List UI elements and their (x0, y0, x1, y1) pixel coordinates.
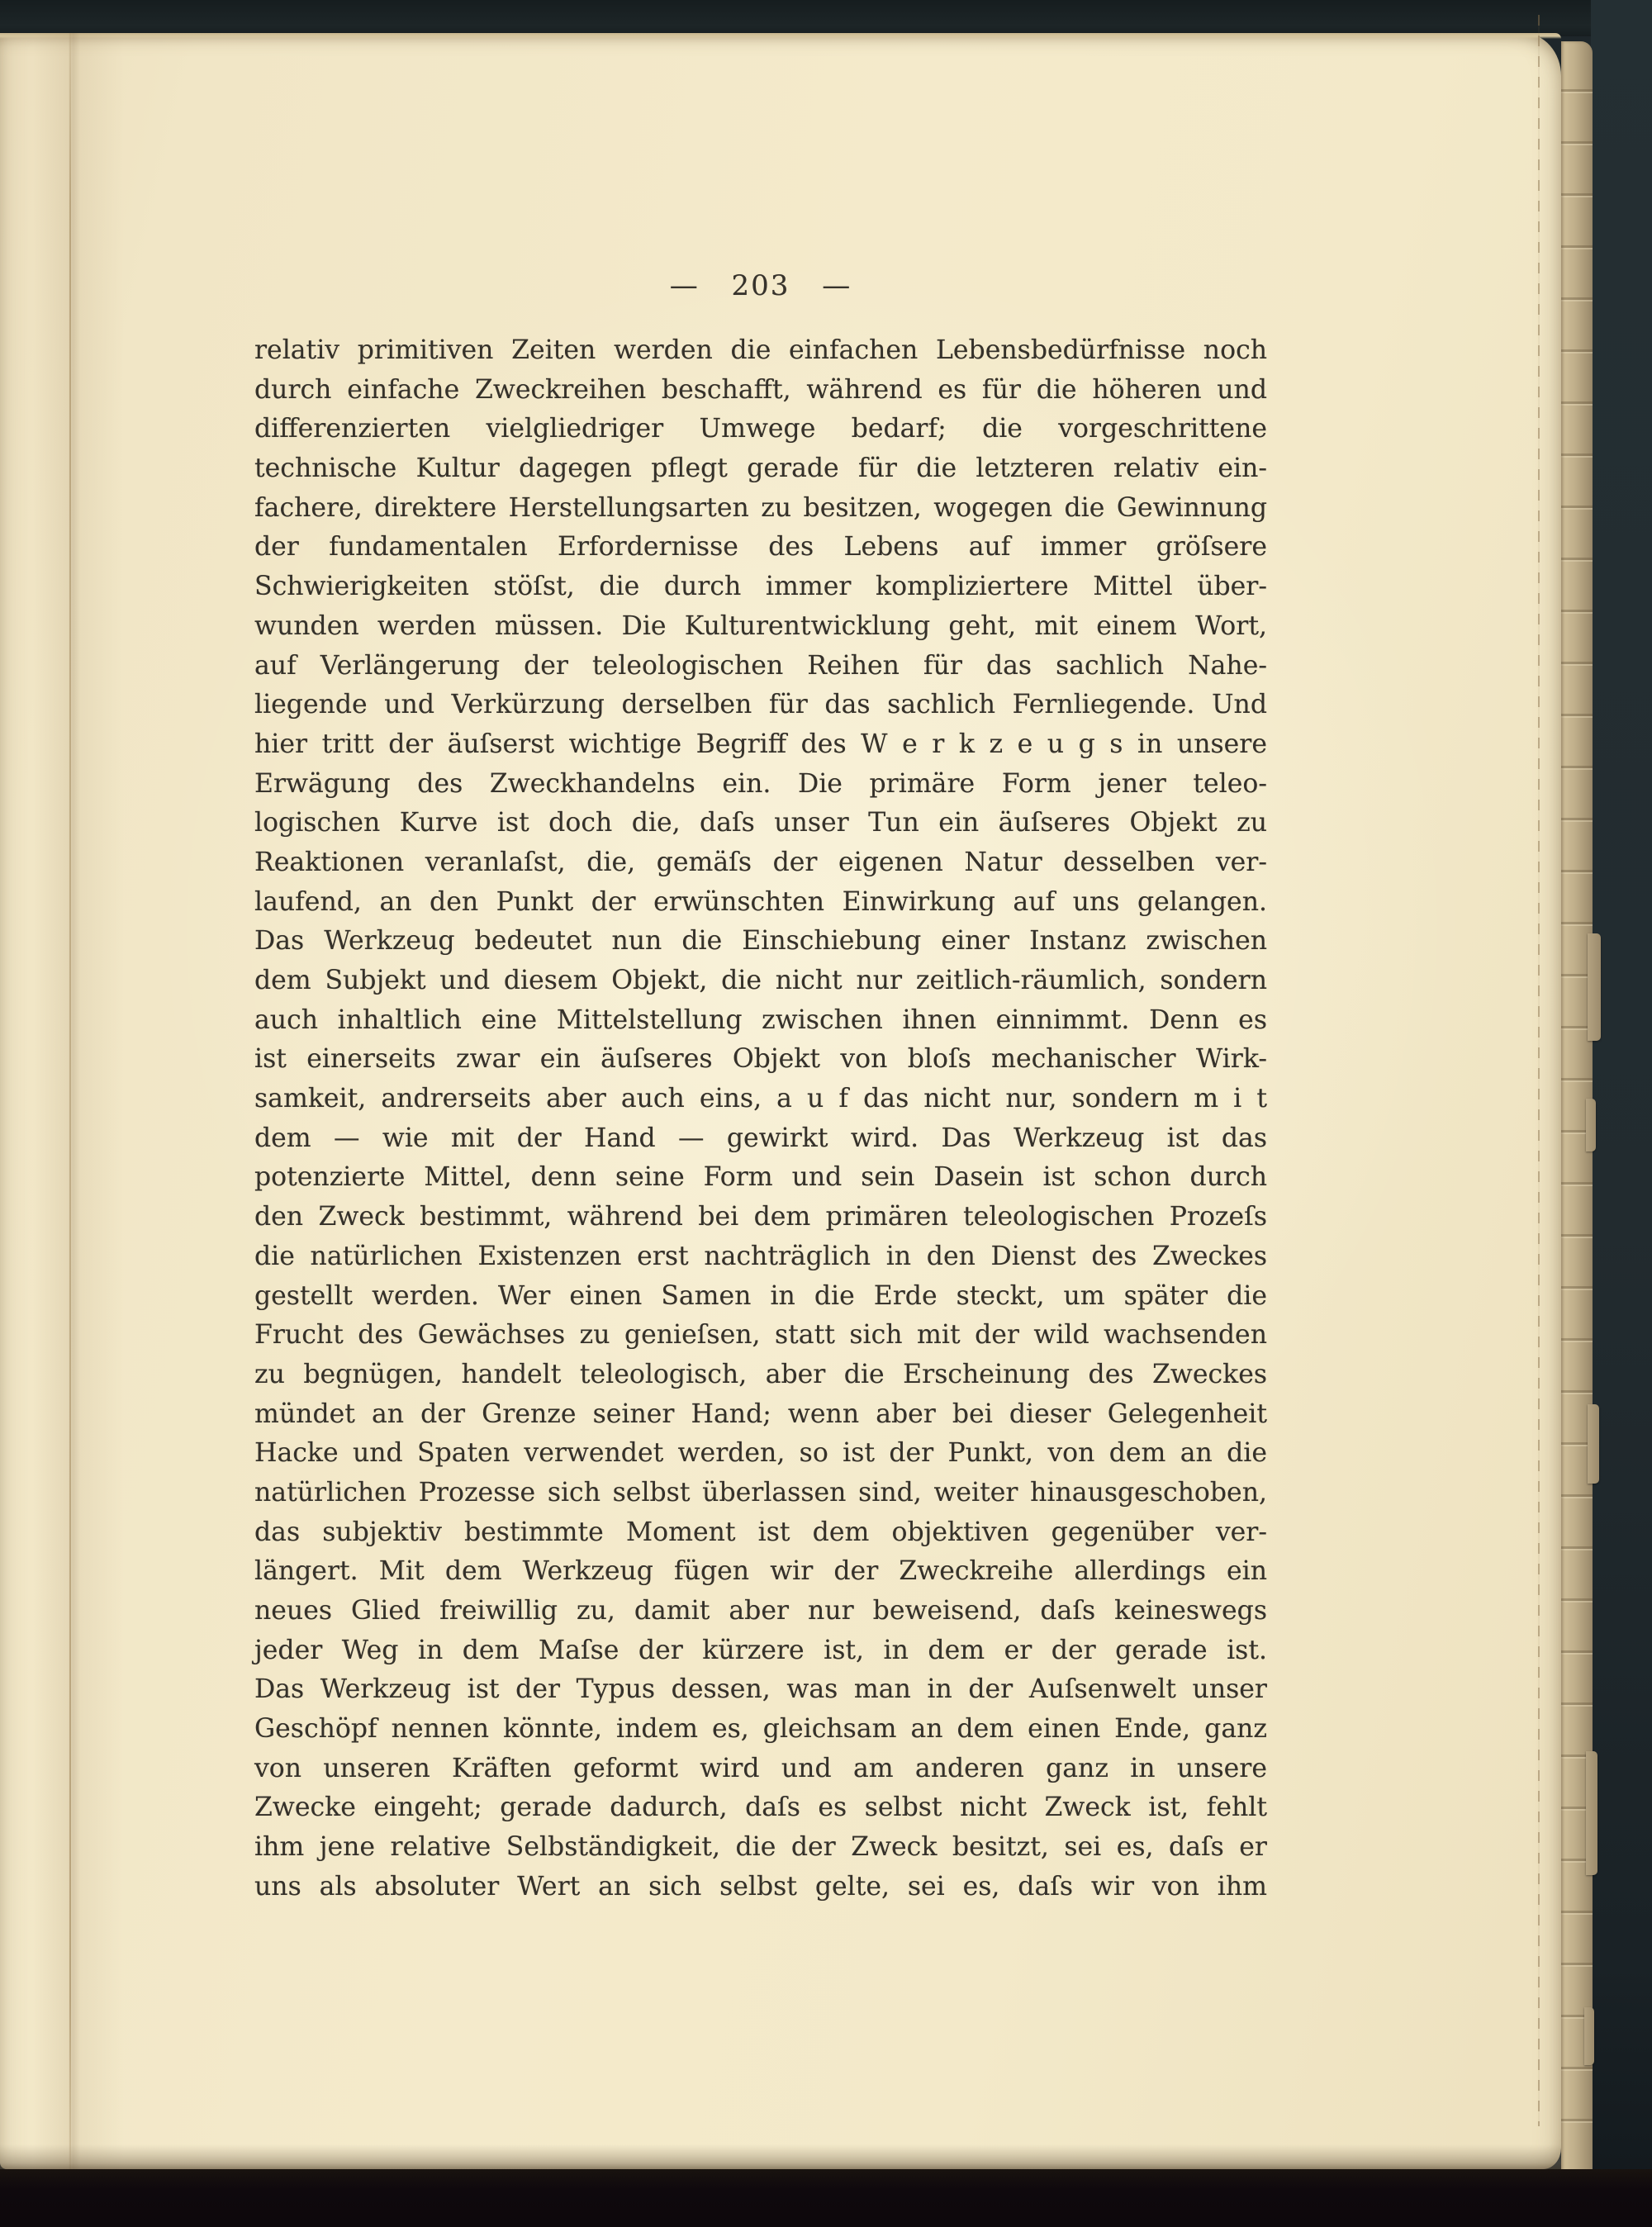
leaf-edge-tab (1586, 1751, 1597, 1875)
text-line: Reaktionen veranlaſst, die, gemäſs der eigenen Natur desselben ver- (254, 847, 1267, 877)
text-line: neues Glied freiwillig zu, damit aber nur beweisend, daſs keineswegs (254, 1596, 1267, 1626)
text-line: Hacke und Spaten verwendet werden, so ist der Punkt, von dem an die (254, 1438, 1267, 1469)
text-line: auf Verlängerung der teleologischen Reihen für das sachlich Nahe- (254, 650, 1267, 681)
text-line: mündet an der Grenze seiner Hand; wenn aber bei dieser Gelegenheit (254, 1398, 1267, 1429)
text-line: durch einfache Zweckreihen beschafft, während es für die höheren und (254, 374, 1267, 405)
text-line: laufend, an den Punkt der erwünschten Einwirkung auf uns gelangen. (254, 886, 1267, 917)
scan-background-top (0, 0, 1652, 36)
text-line: samkeit, andrerseits aber auch eins, a u f das nicht nur, sondern m i t (254, 1084, 1267, 1114)
text-line: uns als absoluter Wert an sich selbst gelte, sei es, daſs wir von ihm (254, 1871, 1267, 1902)
text-line: gestellt werden. Wer einen Samen in die Erde steckt, um später die (254, 1280, 1267, 1311)
text-line: zu begnügen, handelt teleologisch, aber die Erscheinung des Zweckes (254, 1359, 1267, 1389)
text-line: ist einerseits zwar ein äuſseres Objekt von bloſs mechanischer Wirk- (254, 1044, 1267, 1075)
text-line: Geschöpf nennen könnte, indem es, gleichsam an dem einen Ende, ganz (254, 1714, 1267, 1745)
gutter-crease-line (69, 33, 71, 2169)
leaf-edge-tab (1588, 933, 1601, 1041)
gutter-shadow (33, 33, 124, 2169)
text-line: logischen Kurve ist doch die, daſs unser Tun ein äuſseres Objekt zu (254, 808, 1267, 838)
text-line: dem — wie mit der Hand — gewirkt wird. Das Werkzeug ist das (254, 1123, 1267, 1153)
scan-background-bottom (0, 2169, 1652, 2227)
page-bottom-edge-shadow (0, 2144, 1561, 2169)
text-line: Frucht des Gewächses zu genieſsen, statt sich mit der wild wachsenden (254, 1320, 1267, 1351)
text-line: wunden werden müssen. Die Kulturentwicklung geht, mit einem Wort, (254, 610, 1267, 641)
text-line: auch inhaltlich eine Mittelstellung zwischen ihnen einnimmt. Denn es (254, 1004, 1267, 1035)
scan-background-right (1591, 0, 1652, 2227)
text-line: relativ primitiven Zeiten werden die einfachen Lebensbedürfnisse noch (254, 335, 1267, 365)
leaf-edge-tab (1584, 2007, 1594, 2065)
text-line: liegende und Verkürzung derselben für das sachlich Fernliegende. Und (254, 690, 1267, 720)
text-line: differenzierten vielgliedriger Umwege bedarf; die vorgeschrittene (254, 414, 1267, 444)
text-block (254, 331, 1267, 1907)
text-line: der fundamentalen Erfordernisse des Lebens auf immer gröſsere (254, 532, 1267, 563)
text-line: Zwecke eingeht; gerade dadurch, daſs es selbst nicht Zweck ist, fehlt (254, 1793, 1267, 1823)
text-line: den Zweck bestimmt, während bei dem primären teleologischen Prozeſs (254, 1202, 1267, 1232)
text-line: ihm jene relative Selbständigkeit, die der Zweck besitzt, sei es, daſs er (254, 1832, 1267, 1863)
text-line: Schwierigkeiten stöſst, die durch immer kompliziertere Mittel über- (254, 572, 1267, 602)
page-number: — 203 — (669, 269, 852, 302)
text-line: fachere, direktere Herstellungsarten zu besitzen, wogegen die Gewinnung (254, 492, 1267, 523)
book-page (0, 33, 1561, 2169)
text-line: das subjektiv bestimmte Moment ist dem objektiven gegenüber ver- (254, 1517, 1267, 1547)
text-line: die natürlichen Existenzen erst nachträglich in den Dienst des Zweckes (254, 1241, 1267, 1271)
text-line: natürlichen Prozesse sich selbst überlassen sind, weiter hinausgeschoben, (254, 1477, 1267, 1508)
text-line: längert. Mit dem Werkzeug fügen wir der Zweckreihe allerdings ein (254, 1556, 1267, 1587)
text-line: dem Subjekt und diesem Objekt, die nicht nur zeitlich-räumlich, sondern (254, 966, 1267, 995)
leaf-edge-tab (1586, 1099, 1596, 1151)
text-line: jeder Weg in dem Maſse der kürzere ist, in dem er der gerade ist. (254, 1635, 1267, 1665)
text-line: potenzierte Mittel, denn seine Form und sein Dasein ist schon durch (254, 1162, 1267, 1193)
text-line: Das Werkzeug ist der Typus dessen, was man in der Auſsenwelt unser (254, 1674, 1267, 1705)
text-line: technische Kultur dagegen pflegt gerade für die letzteren relativ ein- (254, 453, 1267, 484)
leaf-edge-line (1538, 15, 1540, 2126)
text-line: Das Werkzeug bedeutet nun die Einschiebung einer Instanz zwischen (254, 926, 1267, 957)
text-line: von unseren Kräften geformt wird und am anderen ganz in unsere (254, 1753, 1267, 1783)
text-line: Erwägung des Zweckhandelns ein. Die primäre Form jener teleo- (254, 768, 1267, 799)
text-line: hier tritt der äuſserst wichtige Begriff des W e r k z e u g s in unsere (254, 729, 1267, 759)
leaf-edge-tab (1588, 1404, 1599, 1484)
page-head-edge (0, 33, 1561, 39)
